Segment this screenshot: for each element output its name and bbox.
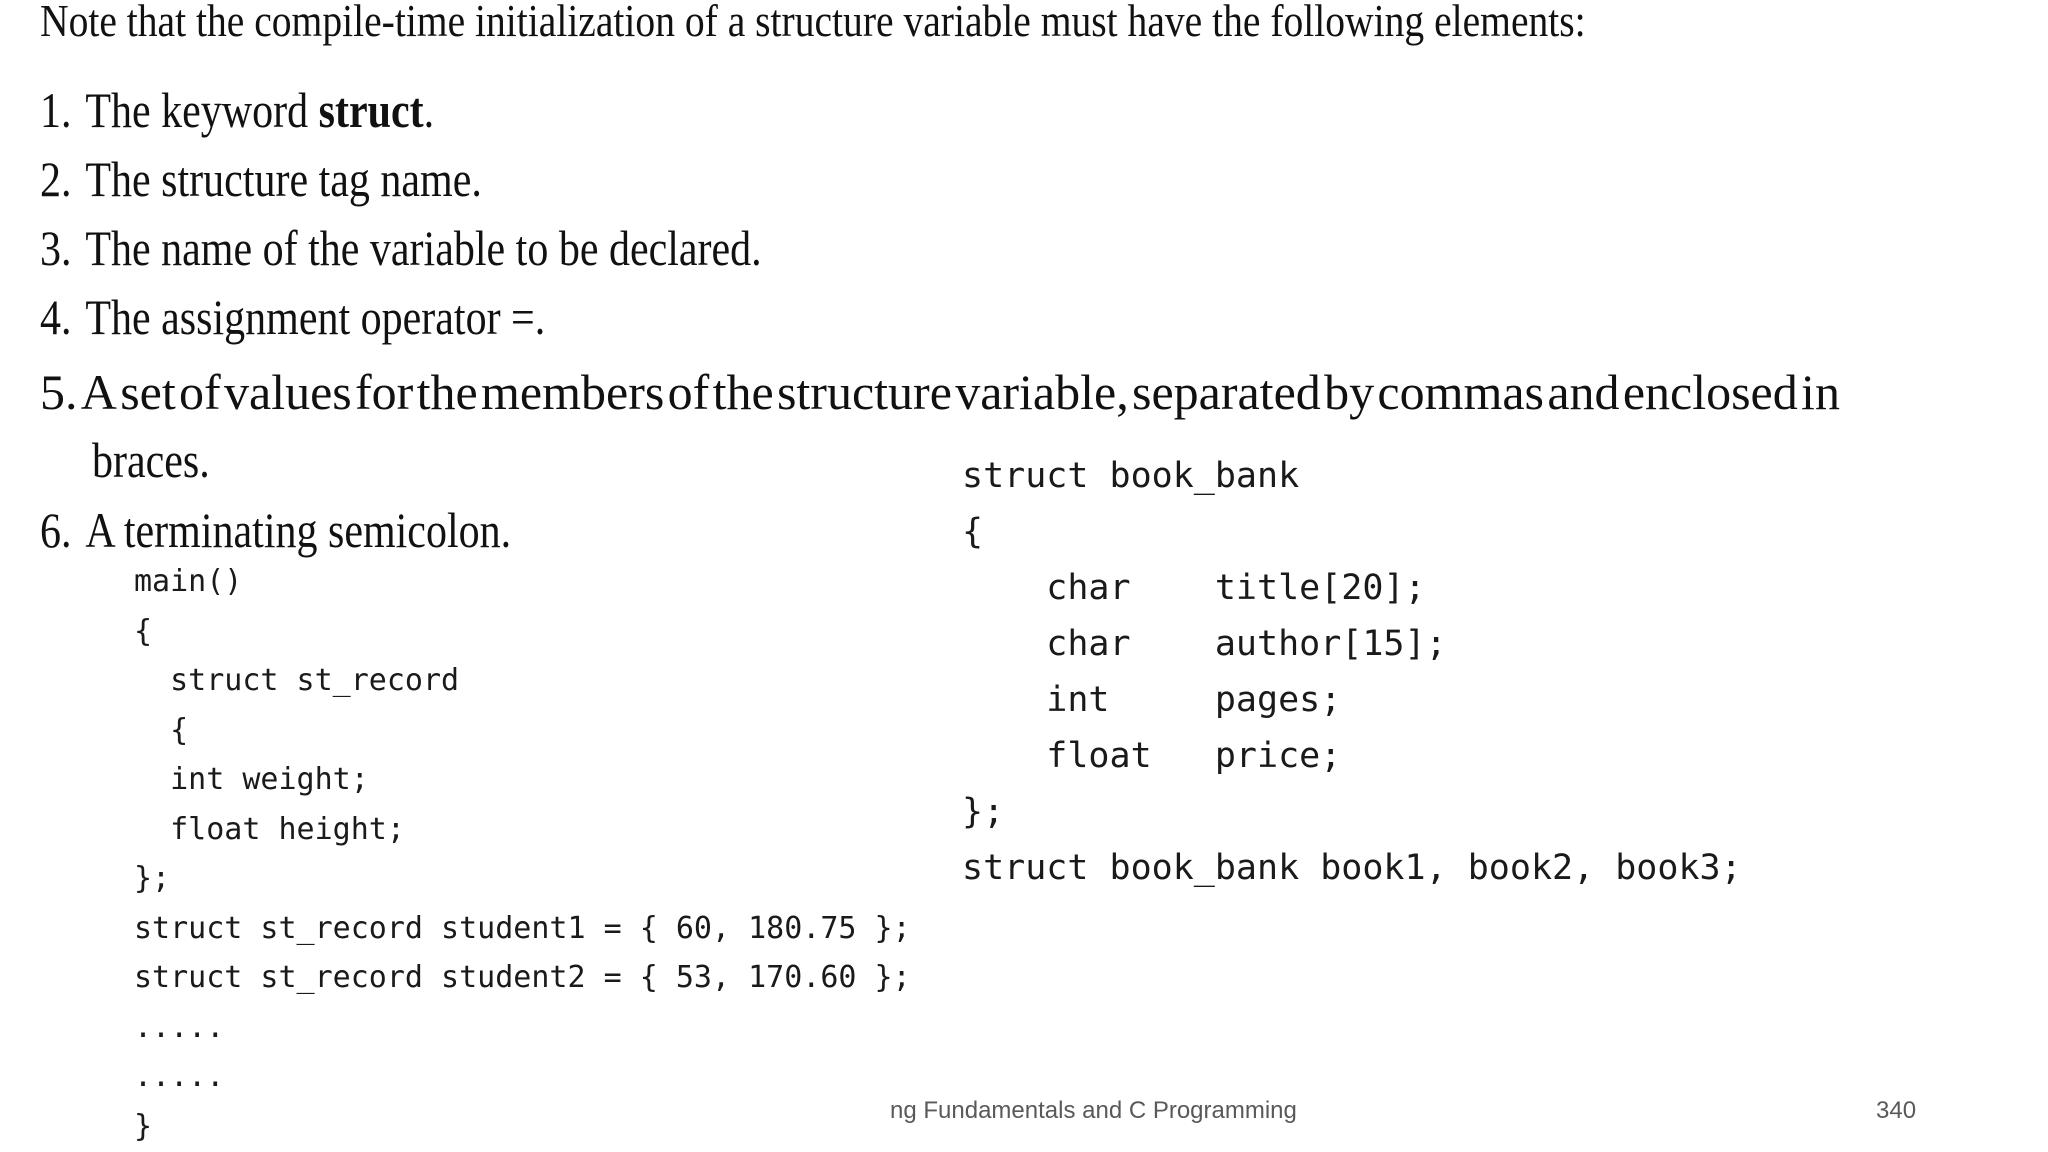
code-line: float height; (134, 811, 405, 847)
list-word: and (1547, 364, 1620, 420)
code-line: { (134, 613, 153, 649)
list-word: of (667, 364, 710, 420)
code-line: struct st_record (134, 663, 460, 698)
code-line: struct st_record student1 = { 60, 180.75 }; (134, 910, 911, 946)
list-word: the (416, 364, 478, 420)
list-word: commas (1377, 364, 1545, 420)
list-number: 3. (40, 220, 72, 276)
code-line: struct book_bank (962, 456, 1300, 496)
list-item-4 (40, 283, 545, 351)
code-line: } (134, 1108, 153, 1144)
list-number: 1. (40, 82, 72, 138)
code-line: struct st_record student2 = { 53, 170.60 }; (134, 960, 911, 995)
list-word: variable, (955, 364, 1129, 420)
list-item-5-first-line (40, 358, 1840, 426)
list-item-6 (40, 496, 511, 564)
list-word: A (80, 364, 117, 420)
list-text: A terminating semicolon. (85, 502, 512, 558)
list-word: set (120, 364, 176, 420)
list-item-5-continuation: braces. (92, 432, 210, 488)
code-line: char author[15]; (962, 624, 1447, 664)
list-word: the (712, 364, 774, 420)
footer-course-title: ng Fundamentals and C Programming (890, 1097, 1297, 1124)
list-number: 6. (40, 502, 72, 558)
code-line: { (962, 512, 984, 552)
list-word: members (481, 364, 665, 420)
list-text: The name of the variable to be declared. (85, 220, 762, 276)
code-line: int pages; (962, 680, 1342, 720)
list-text: The assignment operator =. (85, 289, 546, 345)
code-line: float price; (962, 736, 1342, 776)
code-line: }; (134, 861, 171, 896)
list-word: separated (1132, 364, 1321, 420)
list-item-3 (40, 214, 762, 282)
intro-text: Note that the compile-time initialization of a structure variable must have the following elements: (40, 0, 1586, 46)
list-word: enclosed (1622, 364, 1798, 420)
code-line: ..... (134, 1009, 225, 1045)
code-line: ..... (134, 1059, 225, 1094)
list-word: values (224, 364, 352, 420)
list-text: The keyword (85, 82, 319, 138)
code-line: struct book_bank book1, book2, book3; (962, 848, 1742, 888)
list-word: in (1801, 364, 1840, 420)
keyword-struct: struct (318, 82, 424, 138)
list-item-1 (40, 76, 434, 144)
page-number: 340 (1876, 1097, 1917, 1124)
list-number: 2. (40, 151, 72, 207)
code-block-main-example (134, 557, 911, 1151)
code-line: }; (962, 792, 1005, 832)
list-word: by (1324, 364, 1375, 420)
list-word: for (355, 364, 414, 420)
list-item-2 (40, 145, 482, 213)
code-block-book-bank (962, 448, 1742, 896)
list-text-end: . (423, 82, 435, 138)
list-text: The structure tag name. (85, 151, 482, 207)
list-word: of (179, 364, 221, 420)
list-word: structure (776, 364, 952, 420)
code-line: { (134, 712, 189, 748)
list-number: 5. (40, 364, 78, 420)
code-line: main() (134, 564, 243, 599)
code-line: int weight; (134, 762, 369, 797)
code-line: char title[20]; (962, 568, 1426, 608)
list-number: 4. (40, 289, 72, 345)
